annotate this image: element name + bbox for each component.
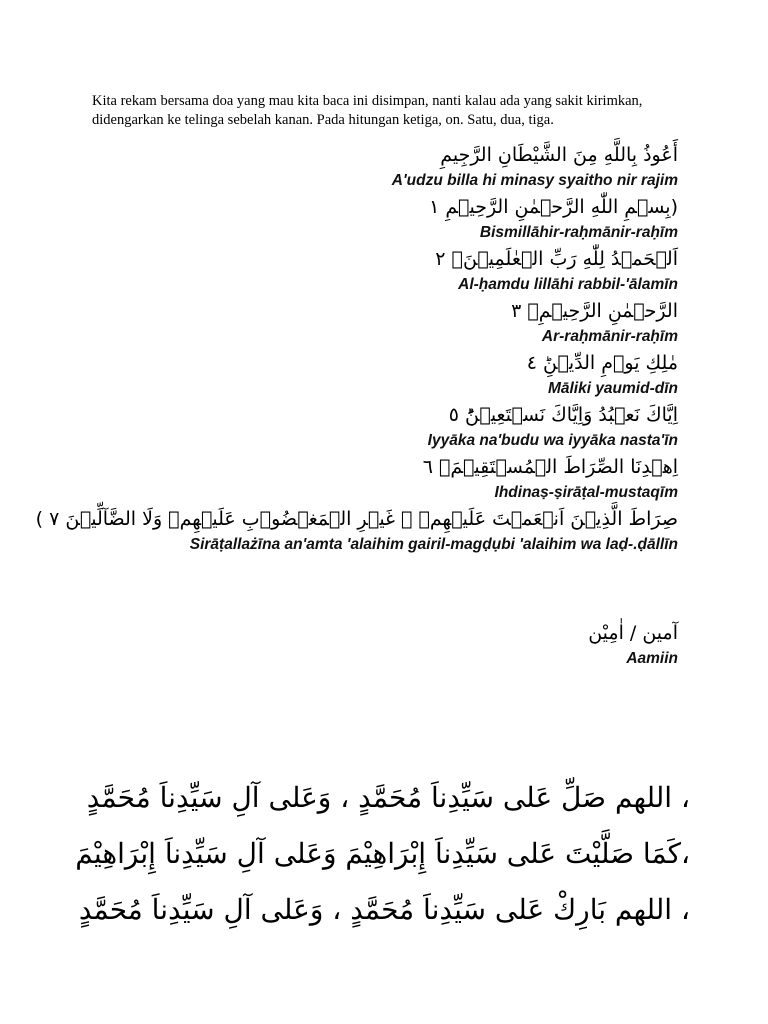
prayer-line: ، اللهم صَلِّ عَلى سَيِّدِناَ مُحَمَّدٍ ، وَعَلى آلِ سَيِّدِناَ مُحَمَّدٍ (86, 781, 690, 814)
verse-transliteration: Māliki yaumid-dīn (547, 380, 678, 397)
prayer-line: ، اللهم بَارِكْ عَلى سَيِّدِناَ مُحَمَّدٍ ، وَعَلى آلِ سَيِّدِناَ مُحَمَّدٍ (78, 893, 690, 926)
verse-arabic: صِرَاطَ الَّذِيۡنَ اَنۡعَمۡتَ عَلَيۡهِمۡ ۙ غَيۡرِ الۡمَغۡضُوۡبِ عَلَيۡهِمۡ وَلَا الضَّآلِّيۡنَ ٧ ) (35, 508, 678, 530)
verse-arabic: اِيَّاكَ نَعۡبُدُ وَاِيَّاكَ نَسۡتَعِيۡنُؕ ٥ (448, 404, 678, 426)
amin-arabic: آمين / اٰمِيْن (588, 622, 678, 644)
verse-transliteration: Iyyāka na'budu wa iyyāka nasta'īn (427, 432, 678, 449)
verse-arabic: اِهۡدِنَا الصِّرَاطَ الۡمُسۡتَقِيۡمَۙ ٦ (422, 456, 678, 478)
verse-arabic: الرَّحۡمٰنِ الرَّحِيۡمِۙ ٣ (511, 300, 678, 322)
verse-arabic: أَعُوذُ بِاللَّهِ مِنَ الشَّيْطَانِ الرَّجِيمِ (440, 144, 678, 166)
verse-transliteration: Al-ḥamdu lillāhi rabbil-'ālamīn (458, 276, 678, 293)
fatihah-verses (35, 142, 678, 558)
intro-paragraph: Kita rekam bersama doa yang mau kita baca ini disimpan, nanti kalau ada yang sakit kirimkan, didengarkan ke telinga sebelah kanan. Pada hitungan ketiga, on. Satu, dua, tiga. (92, 93, 643, 128)
verse-transliteration: Bismillāhir-raḥmānir-raḥīm (479, 224, 678, 241)
verse-arabic: مٰلِكِ يَوۡمِ الدِّيۡنِؕ ٤ (526, 352, 678, 374)
verse-transliteration: Sirāṭallażīna an'amta 'alaihim gairil-magḍụbi 'alaihim wa laḍ-.ḍāllīn (189, 536, 678, 553)
verse-transliteration: A'udzu billa hi minasy syaitho nir rajim (391, 172, 678, 189)
amin-block (110, 620, 678, 672)
verse-arabic: (بِسۡمِ اللّٰهِ الرَّحۡمٰنِ الرَّحِيۡمِ ١ (429, 196, 678, 218)
verse-transliteration: Ihdinaṣ-ṣirāṭal-mustaqīm (494, 484, 678, 501)
verse-arabic: اَلۡحَمۡدُ لِلّٰهِ رَبِّ الۡعٰلَمِيۡنَۙ ٢ (435, 248, 678, 270)
amin-transliteration: Aamiin (626, 650, 678, 667)
verse-transliteration: Ar-raḥmānir-raḥīm (541, 328, 678, 345)
shalawat-prayer (75, 770, 690, 938)
prayer-line: ،كَمَا صَلَّيْتَ عَلى سَيِّدِناَ إِبْرَاهِيْمَ وَعَلى آلِ سَيِّدِناَ إِبْرَاهِيْمَ (75, 837, 690, 870)
